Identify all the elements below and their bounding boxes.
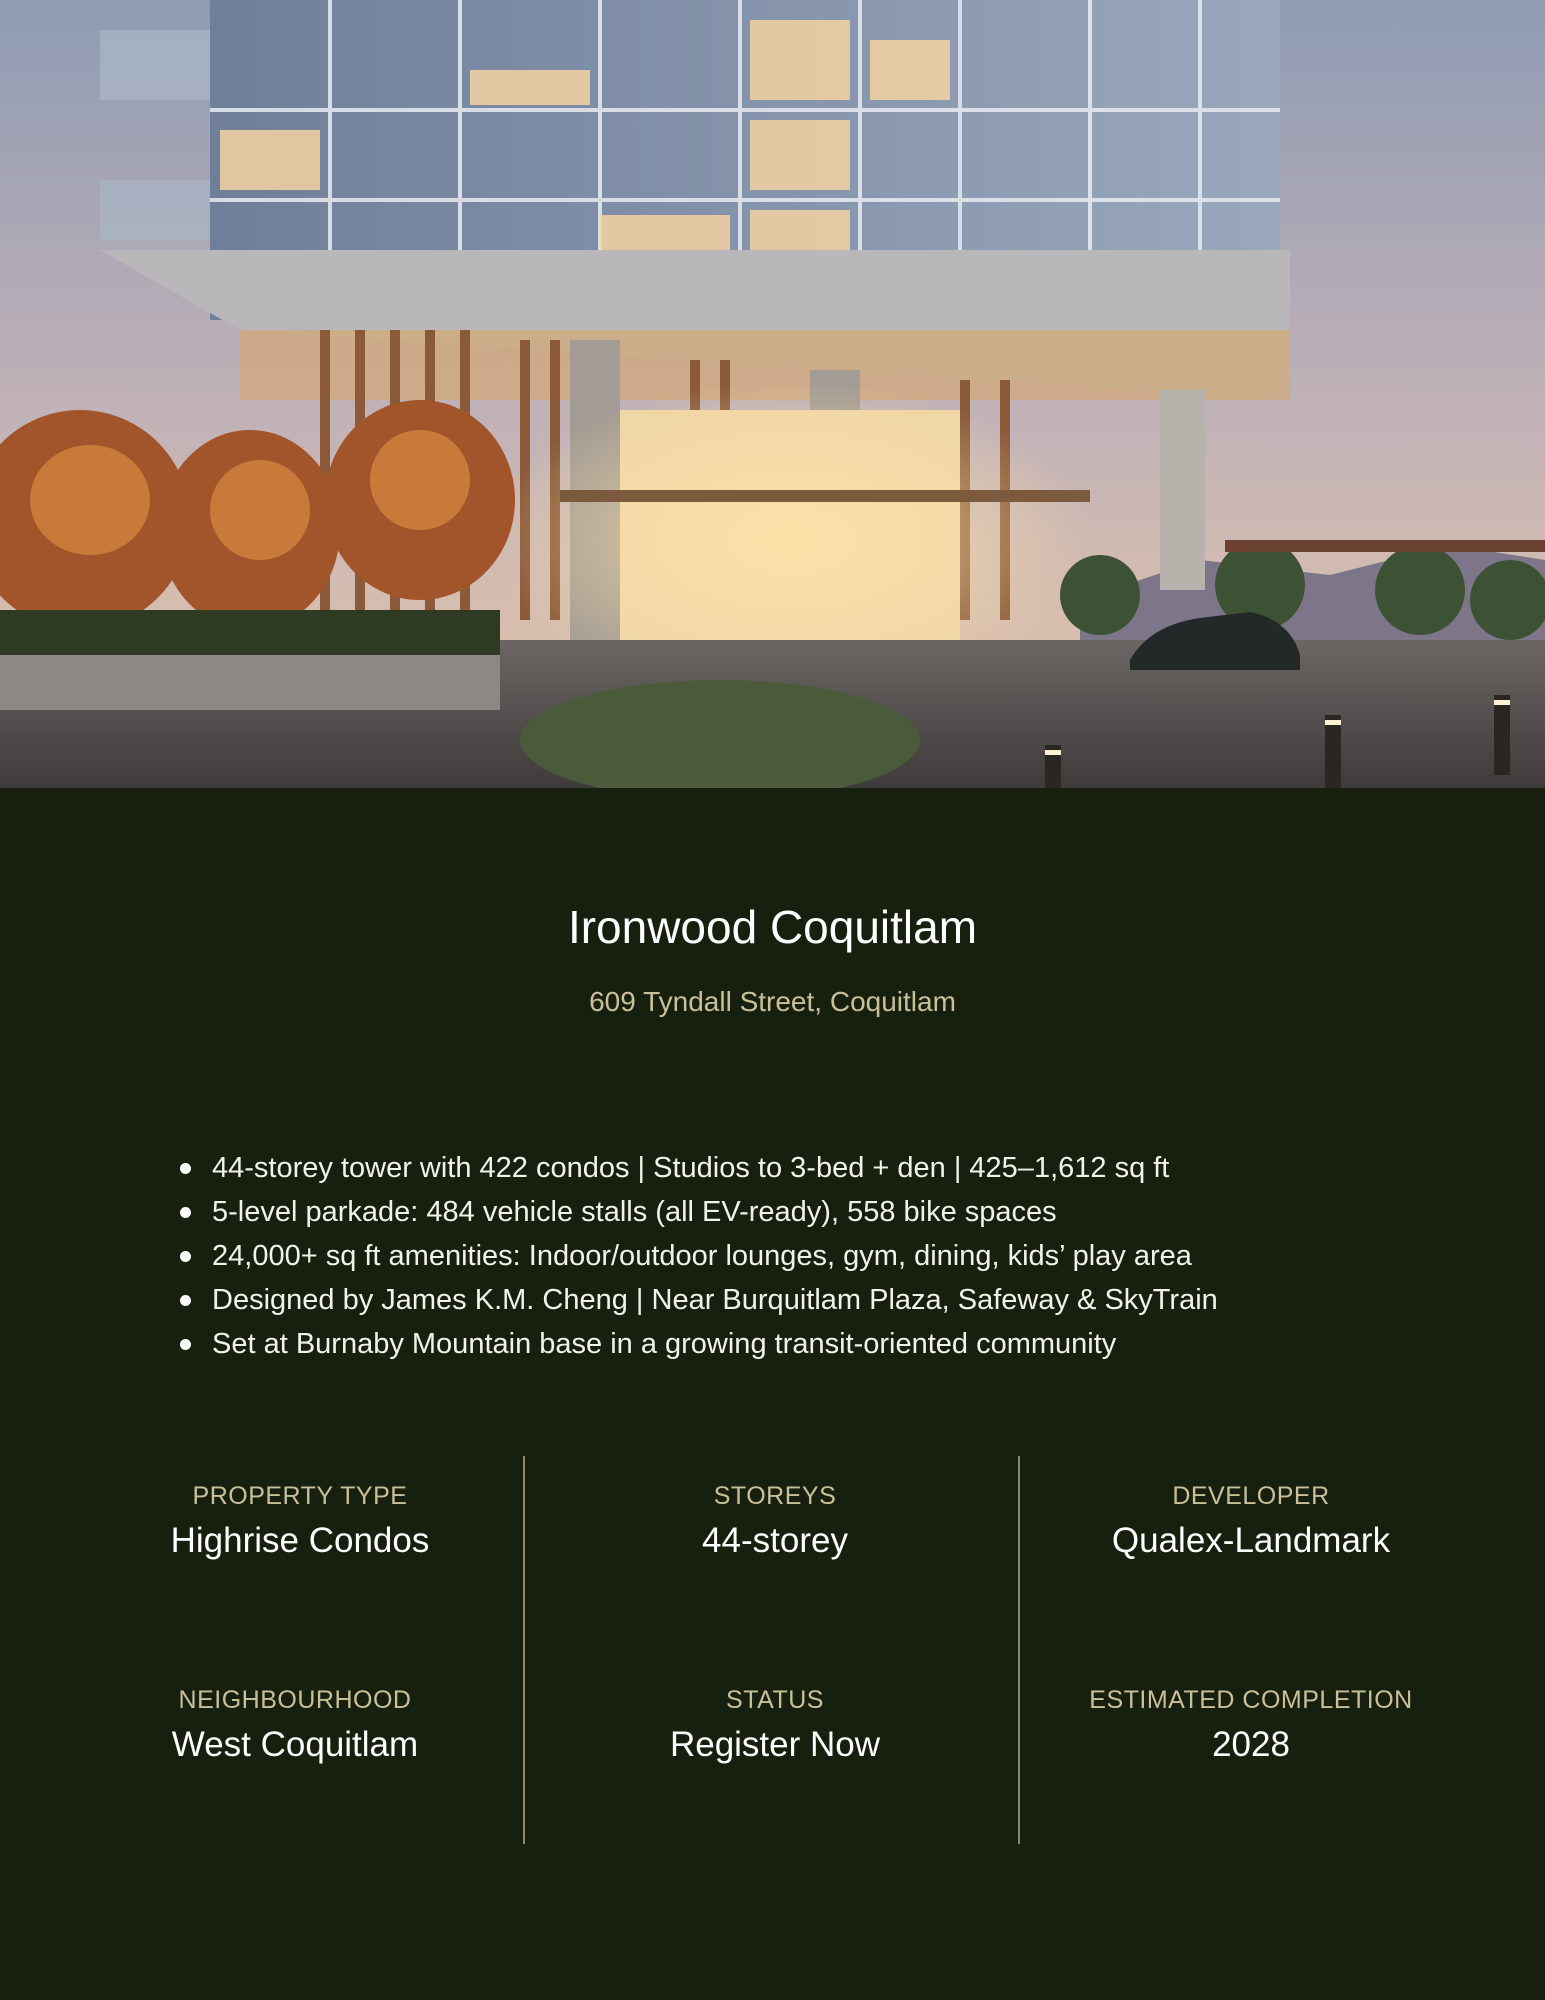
detail-value: Qualex-Landmark [1111, 1521, 1391, 1560]
detail-completion [1006, 1686, 1496, 1765]
project-title: Ironwood Coquitlam [567, 901, 978, 953]
list-item [172, 1278, 1422, 1322]
feature-text: Designed by James K.M. Cheng | Near Burquitlam Plaza, Safeway & SkyTrain [212, 1284, 1218, 1316]
bullet-icon [180, 1207, 191, 1218]
list-item [172, 1146, 1422, 1190]
feature-text: 44-storey tower with 422 condos | Studios to 3-bed + den | 425–1,612 sq ft [212, 1152, 1170, 1184]
detail-status [530, 1686, 1020, 1765]
detail-value: Register Now [669, 1725, 881, 1764]
detail-label: DEVELOPER [1172, 1482, 1330, 1510]
detail-label: STOREYS [713, 1482, 837, 1510]
feature-text: 5-level parkade: 484 vehicle stalls (all EV-ready), 558 bike spaces [212, 1196, 1057, 1228]
list-item [172, 1322, 1422, 1366]
feature-text: Set at Burnaby Mountain base in a growing transit-oriented community [212, 1328, 1117, 1360]
detail-value: West Coquitlam [171, 1725, 419, 1764]
detail-neighbourhood [50, 1686, 540, 1765]
building-rendering-icon [0, 0, 1545, 788]
detail-property-type [55, 1482, 545, 1561]
bullet-icon [180, 1163, 191, 1174]
detail-value: 2028 [1212, 1725, 1290, 1764]
detail-developer [1006, 1482, 1496, 1561]
feature-text: 24,000+ sq ft amenities: Indoor/outdoor lounges, gym, dining, kids’ play area [212, 1240, 1192, 1272]
detail-label: ESTIMATED COMPLETION [1089, 1686, 1413, 1714]
list-item [172, 1190, 1422, 1234]
project-address: 609 Tyndall Street, Coquitlam [589, 986, 956, 1017]
detail-label: PROPERTY TYPE [192, 1482, 408, 1510]
feature-list [172, 1146, 1422, 1366]
detail-label: STATUS [726, 1686, 824, 1714]
bullet-icon [180, 1295, 191, 1306]
hero-building-image [0, 0, 1545, 788]
project-details-grid [0, 1456, 1545, 1846]
detail-storeys [530, 1482, 1020, 1561]
bullet-icon [180, 1339, 191, 1350]
detail-label: NEIGHBOURHOOD [178, 1686, 412, 1714]
detail-value: 44-storey [702, 1521, 848, 1560]
detail-value: Highrise Condos [170, 1521, 430, 1560]
list-item [172, 1234, 1422, 1278]
bullet-icon [180, 1251, 191, 1262]
